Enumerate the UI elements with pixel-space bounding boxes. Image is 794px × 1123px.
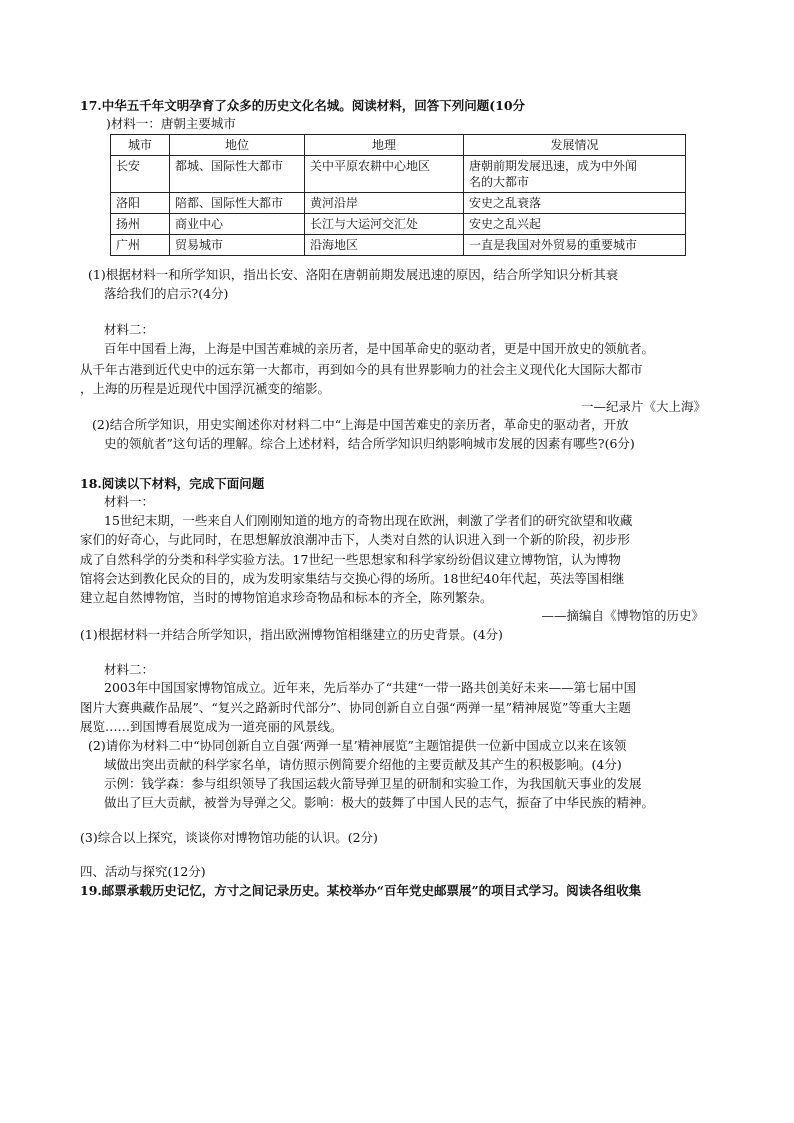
- q18-material2-line3: 展览……到国博看展览成为一道亮丽的风景线。: [80, 719, 343, 734]
- table-cell: 洛阳: [111, 193, 170, 214]
- q18-sub3: (3)综合以上探究，谈谈你对博物馆功能的认识。(2分): [80, 830, 378, 845]
- q17-sub1-line2: 落给我们的启示?(4分): [104, 286, 229, 301]
- table-cell: 扬州: [111, 214, 170, 235]
- q18-material1-label: 材料一：: [104, 494, 155, 509]
- table-cell: 关中平原农耕中心地区: [305, 156, 464, 193]
- q17-material2-source: 一—纪录片《大上海》: [580, 399, 706, 414]
- table-cell: 陪都、国际性大都市: [170, 193, 305, 214]
- table-cell: 长安: [111, 156, 170, 193]
- table-cell: 长江与大运河交汇处: [305, 214, 464, 235]
- q17-material1-label: )材料一：唐朝主要城市: [106, 116, 236, 131]
- q17-title: 17.中华五千年文明孕育了众多的历史文化名城。阅读材料，回答下列问题(10分: [80, 98, 526, 113]
- q17-material2-label: 材料二：: [104, 322, 155, 337]
- q18-example-line2: 做出了巨大贡献，被誉为导弹之父。影响：极大的鼓舞了中国人民的志气，振奋了中华民族的精神。: [104, 795, 655, 810]
- table-cell: 一直是我国对外贸易的重要城市: [464, 235, 686, 256]
- q18-material1-line1: 15世纪末期，一些来自人们刚刚知道的地方的奇物出现在欧洲，刺激了学者们的研究欲望和收藏: [104, 513, 633, 528]
- q17-material2-line3: ，上海的历程是近现代中国浮沉褫变的缩影。: [80, 381, 331, 396]
- q17-sub1-line1: (1)根据材料一和所学知识，指出长安、洛阳在唐朝前期发展迅速的原因，结合所学知识分析其衰: [88, 267, 619, 282]
- header-cell: 发展情况: [464, 135, 686, 156]
- q17-material2-line2: 从千年古港到近代史中的远东第一大都市，再到如今的具有世界影响力的社会主义现代化大国际大都市: [80, 362, 643, 377]
- q17-sub2-line2: 史的领航者”这句话的理解。综合上述材料，结合所学知识归纳影响城市发展的因素有哪些?(6分): [104, 436, 635, 451]
- q18-material1-line5: 建立起自然博物馆，当时的博物馆追求珍奇物品和标本的齐全，陈列繁杂。: [80, 590, 493, 605]
- q18-material1-line4: 馆将会达到教化民众的目的，成为发明家集结与交换心得的场所。18世纪40年代起，英法等国相继: [80, 571, 625, 586]
- table-cell: 商业中心: [170, 214, 305, 235]
- table-cell: 广州: [111, 235, 170, 256]
- q18-example-line1: 示例：钱学森：参与组织领导了我国运载火箭导弹卫星的研制和实验工作，为我国航天事业的发展: [104, 776, 642, 791]
- q18-material2-line1: 2003年中国国家博物馆成立。近年来，先后举办了“共建“一带一路共创美好未来——第七届中国: [104, 680, 637, 695]
- section4-title: 四、活动与探究(12分): [80, 864, 206, 879]
- table-cell: 沿海地区: [305, 235, 464, 256]
- q18-material2-line2: 图片大赛典藏作品展”、“复兴之路新时代部分”、协同创新自立自强“两弹一星”精神展览”等重大主题: [80, 700, 631, 715]
- table-cell: 黄河沿岸: [305, 193, 464, 214]
- q18-sub2-line2: 域做出突出贡献的科学家名单，请仿照示例简要介绍他的主要贡献及其产生的积极影响。(4分): [104, 757, 622, 772]
- cell-line: 名的大都市: [469, 175, 530, 189]
- table-header-row: [111, 135, 686, 156]
- q18-material2-label: 材料二：: [104, 662, 155, 677]
- q18-material1-line3: 成了自然科学的分类和科学实验方法。17世纪一些思想家和科学家纷纷倡议建立博物馆，认为博物: [80, 552, 621, 567]
- table-cell: 都城、国际性大都市: [170, 156, 305, 193]
- table-cell: 安史之乱兴起: [464, 214, 686, 235]
- header-cell: 城市: [111, 135, 170, 156]
- q18-sub1: (1)根据材料一并结合所学知识，指出欧洲博物馆相继建立的历史背景。(4分): [80, 627, 503, 642]
- q18-sub2-line1: (2)请你为材料二中“协同创新自立自强‘两弹一星’精神展览”主题馆提供一位新中国成立以来在该领: [88, 738, 627, 753]
- header-cell: 地理: [305, 135, 464, 156]
- table-cell: 安史之乱衰落: [464, 193, 686, 214]
- table-row: [111, 235, 686, 256]
- table-row: [111, 214, 686, 235]
- q19-line1: 19.邮票承载历史记忆，方寸之间记录历史。某校举办“百年党史邮票展”的项目式学习。阅读各组收集: [80, 883, 642, 898]
- table-cell: 贸易城市: [170, 235, 305, 256]
- q18-material1-source: ——摘编自《博物馆的历史》: [541, 608, 704, 623]
- q17-material2-line1: 百年中国看上海，上海是中国苦难城的亲历者，是中国革命史的驱动者，更是中国开放史的领航者。: [104, 341, 655, 356]
- q18-material1-line2: 家们的好奇心，与此同时，在思想解放浪潮冲击下，人类对自然的认识进入到一个新的阶段，初步形: [80, 532, 631, 547]
- header-cell: 地位: [170, 135, 305, 156]
- q17-sub2-line1: (2)结合所学知识，用史实阐述你对材料二中“上海是中国苦难史的亲历者，革命史的驱动者，开放: [92, 417, 629, 432]
- table-cell: [464, 156, 686, 193]
- q18-title: 18.阅读以下材料，完成下面问题: [80, 476, 265, 491]
- table-row: [111, 193, 686, 214]
- table-row: [111, 156, 686, 193]
- cell-line: 唐朝前期发展迅速，成为中外闻: [469, 159, 638, 173]
- city-table: [110, 134, 686, 256]
